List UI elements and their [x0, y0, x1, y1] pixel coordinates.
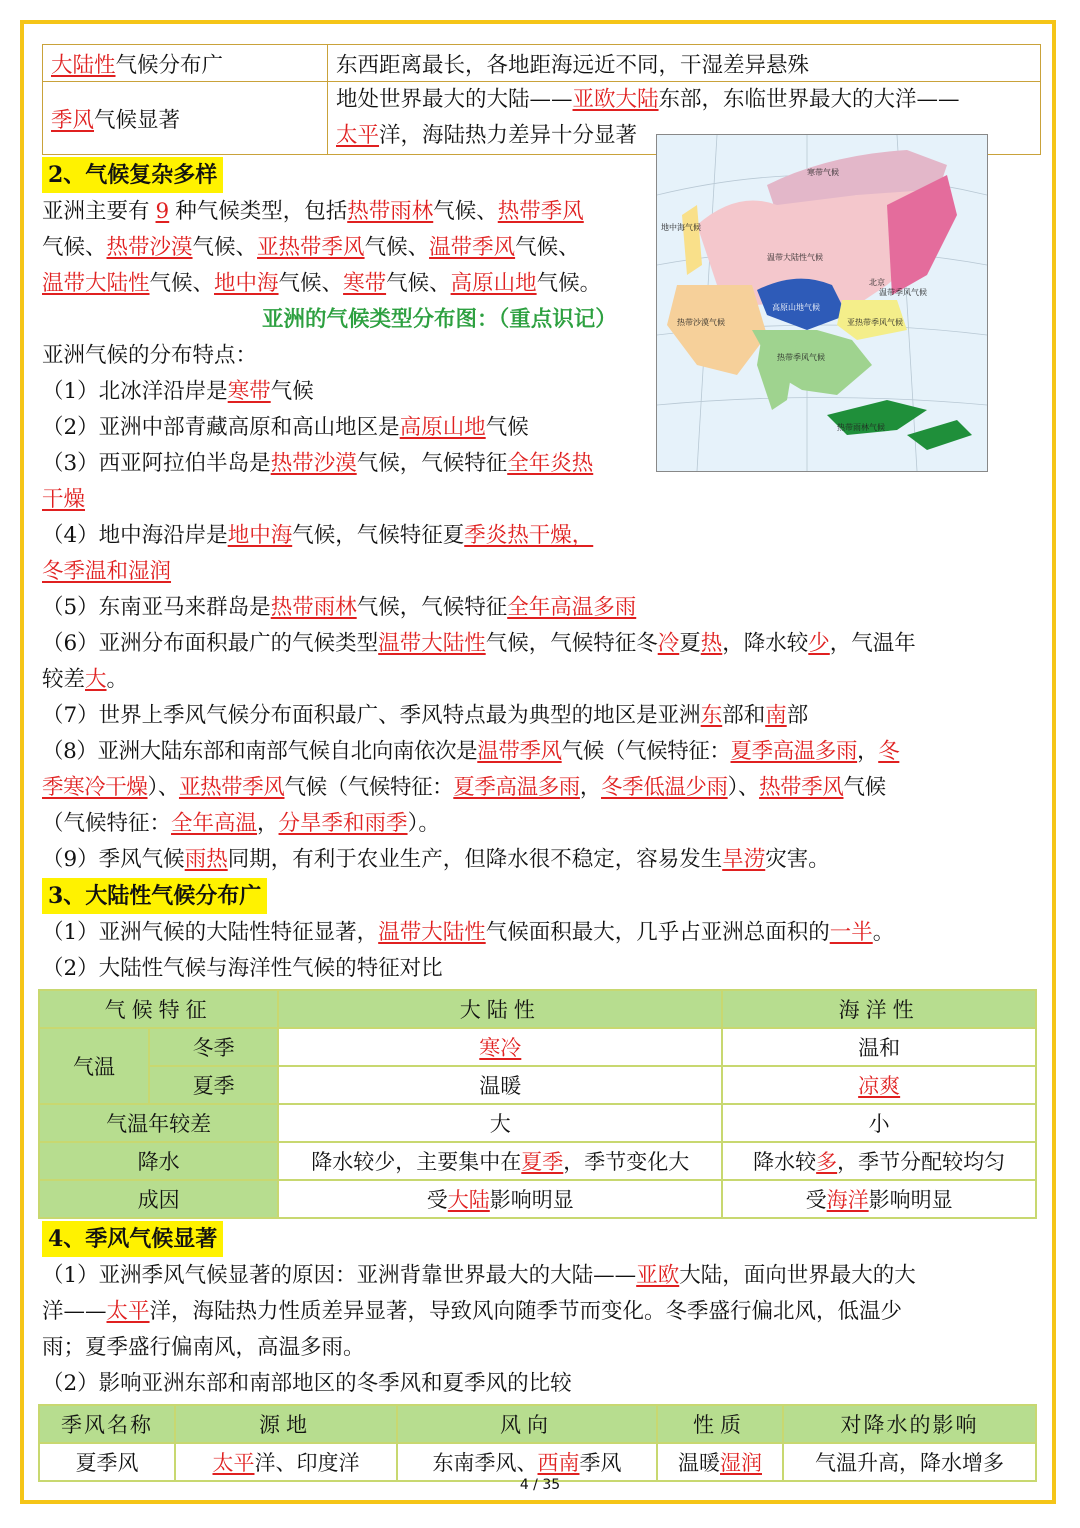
page-number: 4 / 35: [519, 1477, 561, 1493]
section-heading: 2、气候复杂多样: [42, 157, 223, 193]
map-caption: 亚洲的气候类型分布图：（重点识记）: [262, 307, 617, 332]
dist-title: 亚洲气候的分布特点：: [42, 343, 258, 368]
climate-comparison-table: [38, 989, 1037, 1219]
section-3: 3、大陆性气候分布广 （1）亚洲气候的大陆性特征显著，温带大陆性气候面积最大，几乎占亚洲总面积的一半。 （2）大陆性气候与海洋性气候的特征对比 气候特征 大陆性 海洋性 气温 冬季 寒冷 温和 夏季 温暖 凉爽 气温年较差 大 小 降水 降水较少，主要集中在夏季，季节变化大 降水较多，季节分配较均匀 成因 受大陆影响明显 受海洋影响明显: [42, 878, 1042, 1219]
list-item: （7）世界上季风气候分布面积最广、季风特点最为典型的地区是亚洲东部和南部: [42, 703, 809, 728]
monsoon-table: [38, 1404, 1037, 1482]
map-label: 热带雨林气候: [837, 423, 885, 432]
section-heading: 3、大陆性气候分布广: [42, 878, 267, 914]
map-label: 寒带气候: [807, 168, 839, 177]
table-row: 气温年较差 大 小: [39, 1104, 1036, 1142]
map-label: 地中海气候: [661, 223, 701, 232]
map-label: 热带沙漠气候: [677, 318, 725, 327]
table-row: 大陆性气候分布广 东西距离最长，各地距海远近不同，干湿差异悬殊: [43, 45, 1041, 82]
table-row: 季风气候显著 地处世界最大的大陆——亚欧大陆东部，东临世界最大的大洋—— 太平洋，海陆热力差异十分显著: [43, 82, 1041, 155]
list-item: （8）亚洲大陆东部和南部气候自北向南依次是温带季风气候（气候特征：夏季高温多雨，冬: [42, 739, 900, 764]
list-item: （5）东南亚马来群岛是热带雨林气候，气候特征全年高温多雨: [42, 595, 637, 620]
map-graphic: [657, 135, 987, 471]
map-label: 高原山地气候: [772, 303, 820, 312]
table-row: 夏季 温暖 凉爽: [39, 1066, 1036, 1104]
asia-climate-map: [656, 134, 988, 472]
list-item: （9）季风气候雨热同期，有利于农业生产，但降水很不稳定，容易发生旱涝灾害。: [42, 847, 830, 872]
list-item: （1）北冰洋沿岸是寒带气候: [42, 379, 314, 404]
table-row: 夏季风 太平洋、印度洋 东南季风、西南季风 温暖湿润 气温升高，降水增多: [39, 1443, 1036, 1481]
section-4: 4、季风气候显著 （1）亚洲季风气候显著的原因：亚洲背靠世界最大的大陆——亚欧大陆，面向世界最大的大 洋——太平洋，海陆热力性质差异显著，导致风向随季节而变化。冬季盛行偏北风，低温少 雨；夏季盛行偏南风，高温多雨。 （2）影响亚洲东部和南部地区的冬季风和夏季风的比较 季风名称 源地 风向 性质 对降水的影响 夏季风 太平洋、印度洋 东南季风、西南季风 温暖湿润 气温升高，降水增多: [42, 1221, 1042, 1482]
table-row: 季风名称 源地 风向 性质 对降水的影响: [39, 1405, 1036, 1443]
list-item: （6）亚洲分布面积最广的气候类型温带大陆性气候，气候特征冬冷夏热，降水较少，气温年: [42, 631, 916, 656]
map-label: 亚热带季风气候: [847, 318, 903, 327]
map-label: 北京: [869, 278, 885, 287]
list-item: （2）亚洲中部青藏高原和高山地区是高原山地气候: [42, 415, 529, 440]
section-2: 2、气候复杂多样 亚洲主要有 9 种气候类型，包括热带雨林气候、热带季风 气候、热带沙漠气候、亚热带季风气候、温带季风气候、 温带大陆性气候、地中海气候、寒带气候、高原山地气候。 亚洲的气候类型分布图：（重点识记） 亚洲气候的分布特点： （1）北冰洋沿岸是寒带气候 （2）亚洲中部青藏高原和高山地区是高原山地气候 （3）西亚阿拉伯半岛是热带沙漠气候，气候特征全年炎热 干燥 （4）地中海沿岸是地中海气候，气候特征夏季炎热干燥， 冬季温和湿润 （5）东南亚马来群岛是热带雨林气候，气候特征全年高温多雨 （6）亚洲分布面积最广的气候类型温带大陆性气候，气候特征冬冷夏热，降水较少，气温年 较差大。 （7）世界上季风气候分布面积最广、季风特点最为典型的地区是亚洲东部和南部 （8）亚洲大陆东部和南部气候自北向南依次是温带季风气候（气候特征：夏季高温多雨，冬 季寒冷干燥）、亚热带季风气候（气候特征：夏季高温多雨，冬季低温少雨）、热带季风气候 （气候特征：全年高温，分旱季和雨季）。 （9）季风气候雨热同期，有利于农业生产，但降水很不稳定，容易发生旱涝灾害。: [42, 157, 1042, 878]
map-label: 温带大陆性气候: [767, 253, 823, 262]
table-row: 降水 降水较少，主要集中在夏季，季节变化大 降水较多，季节分配较均匀: [39, 1142, 1036, 1180]
map-label: 温带季风气候: [879, 288, 927, 297]
list-item: （3）西亚阿拉伯半岛是热带沙漠气候，气候特征全年炎热: [42, 451, 594, 476]
table-row: 成因 受大陆影响明显 受海洋影响明显: [39, 1180, 1036, 1218]
map-label: 热带季风气候: [777, 353, 825, 362]
table-row: 气候特征 大陆性 海洋性: [39, 990, 1036, 1028]
section-heading: 4、季风气候显著: [42, 1221, 223, 1257]
table-row: 气温 冬季 寒冷 温和: [39, 1028, 1036, 1066]
list-item: （4）地中海沿岸是地中海气候，气候特征夏季炎热干燥，: [42, 523, 594, 548]
